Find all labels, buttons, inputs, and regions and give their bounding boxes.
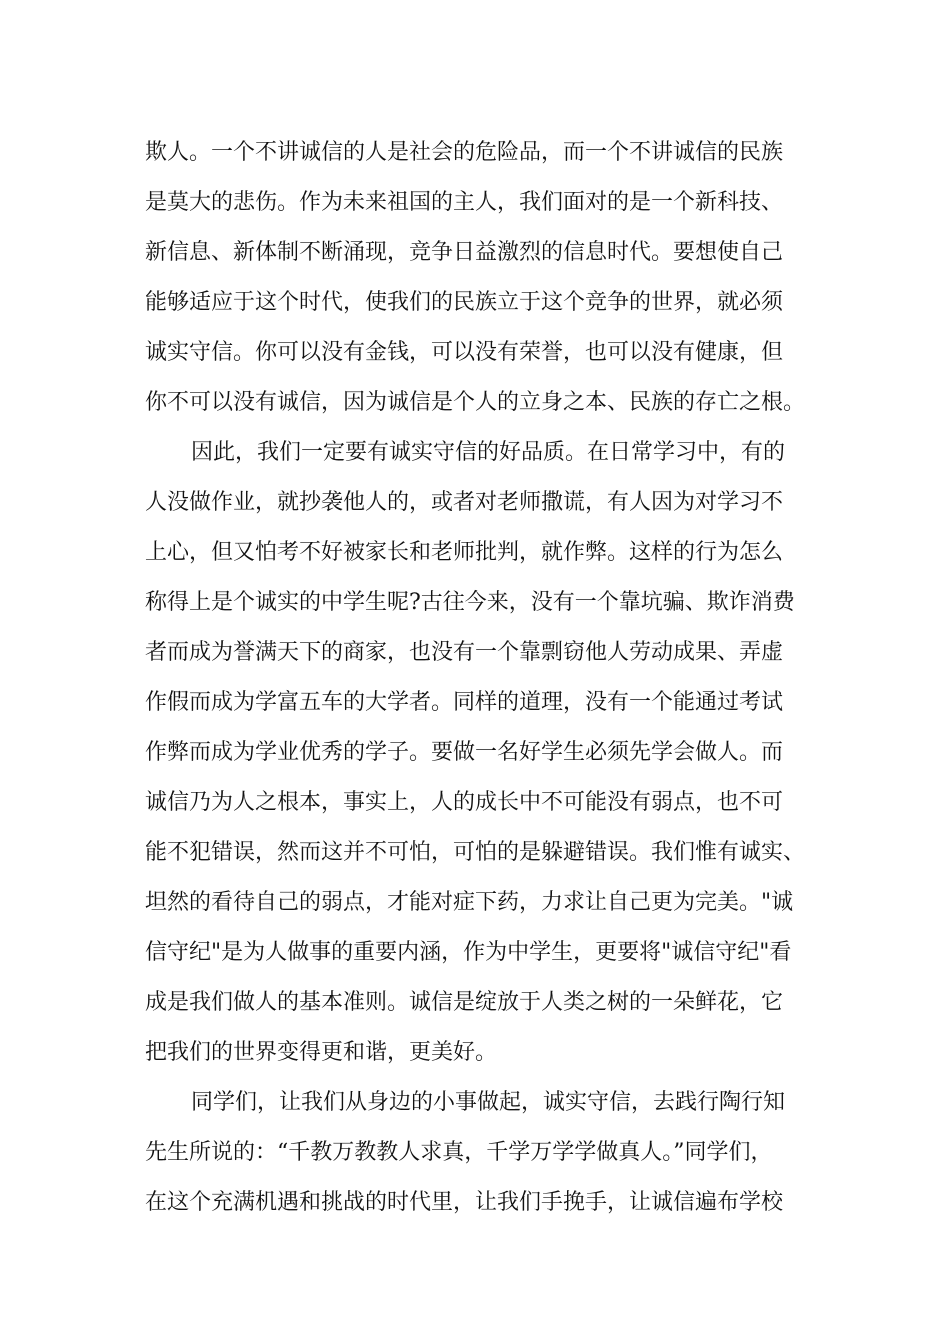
text-line: 上心，但又怕考不好被家长和老师批判，就作弊。这样的行为怎么	[145, 540, 784, 565]
text-line: 作弊而成为学业优秀的学子。要做一名好学生必须先学会做人。而	[145, 740, 784, 765]
text-line: 作假而成为学富五车的大学者。同样的道理，没有一个能通过考试	[145, 690, 784, 715]
text-line: 坦然的看待自己的弱点，才能对症下药，力求让自己更为完美。"诚	[145, 890, 794, 915]
text-line: 同学们，让我们从身边的小事做起，诚实守信，去践行陶行知	[191, 1090, 786, 1115]
text-line: 人没做作业，就抄袭他人的，或者对老师撒谎，有人因为对学习不	[145, 490, 784, 515]
text-line: 称得上是个诚实的中学生呢?古往今来，没有一个靠坑骗、欺诈消费	[145, 590, 795, 615]
text-line: 诚信乃为人之根本，事实上，人的成长中不可能没有弱点，也不可	[145, 790, 784, 815]
text-line: 欺人。一个不讲诚信的人是社会的危险品，而一个不讲诚信的民族	[145, 140, 784, 165]
text-line: 诚实守信。你可以没有金钱，可以没有荣誉，也可以没有健康，但	[145, 340, 784, 365]
text-line: 信守纪"是为人做事的重要内涵，作为中学生，更要将"诚信守纪"看	[145, 940, 792, 965]
text-line: 者而成为誉满天下的商家，也没有一个靠剽窃他人劳动成果、弄虚	[145, 640, 784, 665]
text-line: 能够适应于这个时代，使我们的民族立于这个竞争的世界，就必须	[145, 290, 784, 315]
text-line: 因此，我们一定要有诚实守信的好品质。在日常学习中，有的	[191, 440, 786, 465]
text-line: 先生所说的：“千教万教教人求真，千学万学学做真人。”同学们，	[145, 1140, 773, 1165]
text-line: 能不犯错误，然而这并不可怕，可怕的是躲避错误。我们惟有诚实、	[145, 840, 806, 865]
text-line: 新信息、新体制不断涌现，竞争日益激烈的信息时代。要想使自己	[145, 240, 784, 265]
text-line: 你不可以没有诚信，因为诚信是个人的立身之本、民族的存亡之根。	[145, 390, 806, 415]
text-line: 把我们的世界变得更和谐，更美好。	[145, 1040, 498, 1065]
text-line: 是莫大的悲伤。作为未来祖国的主人，我们面对的是一个新科技、	[145, 190, 784, 215]
body-text	[145, 128, 835, 1228]
text-line: 成是我们做人的基本准则。诚信是绽放于人类之树的一朵鲜花，它	[145, 990, 784, 1015]
text-line: 在这个充满机遇和挑战的时代里，让我们手挽手，让诚信遍布学校	[145, 1190, 784, 1215]
